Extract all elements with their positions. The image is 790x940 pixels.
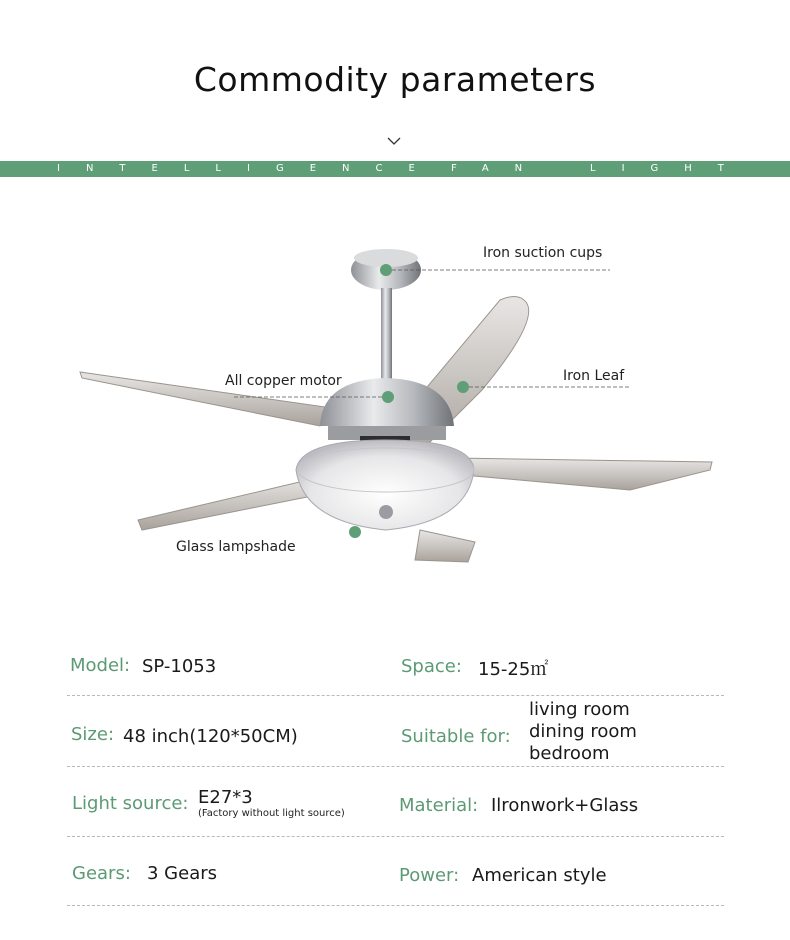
callout-glass-lampshade: Glass lampshade bbox=[176, 539, 296, 555]
light-source-note: (Factory without light source) bbox=[198, 808, 345, 819]
space-value: 15-25㎡ bbox=[478, 659, 549, 680]
row-divider bbox=[67, 695, 724, 696]
banner-word-intelligence: INTELLIGENCE bbox=[57, 163, 441, 174]
model-value: SP-1053 bbox=[142, 656, 217, 677]
page-title: Commodity parameters bbox=[193, 60, 597, 99]
banner-word-light: LIGHT bbox=[590, 163, 750, 174]
model-label: Model: bbox=[70, 655, 131, 676]
power-label: Power: bbox=[399, 865, 460, 886]
banner-word-fan: FAN bbox=[451, 163, 549, 174]
callout-iron-leaf: Iron Leaf bbox=[563, 368, 625, 384]
material-label: Material: bbox=[399, 795, 479, 816]
suitable-living-room: living room bbox=[529, 699, 630, 720]
suitable-label: Suitable for: bbox=[401, 726, 511, 747]
chevron-down-icon bbox=[387, 136, 401, 146]
ceiling-fan-image bbox=[70, 230, 730, 580]
size-label: Size: bbox=[71, 724, 115, 745]
gears-value: 3 Gears bbox=[147, 863, 218, 884]
gears-label: Gears: bbox=[72, 863, 131, 884]
row-divider bbox=[67, 766, 724, 767]
callout-suction-cups: Iron suction cups bbox=[483, 245, 603, 261]
banner-text bbox=[0, 161, 790, 177]
suitable-values bbox=[529, 699, 637, 765]
power-value: American style bbox=[472, 865, 607, 886]
space-label: Space: bbox=[401, 656, 462, 677]
suitable-dining-room: dining room bbox=[529, 721, 637, 742]
callout-copper-motor: All copper motor bbox=[225, 373, 342, 389]
size-value: 48 inch(120*50CM) bbox=[123, 726, 298, 747]
light-source-value: E27*3 bbox=[198, 787, 253, 808]
material-value: Ilronwork+Glass bbox=[491, 795, 639, 816]
suitable-bedroom: bedroom bbox=[529, 743, 610, 764]
row-divider bbox=[67, 836, 724, 837]
row-divider bbox=[67, 905, 724, 906]
light-source-label: Light source: bbox=[72, 793, 189, 814]
